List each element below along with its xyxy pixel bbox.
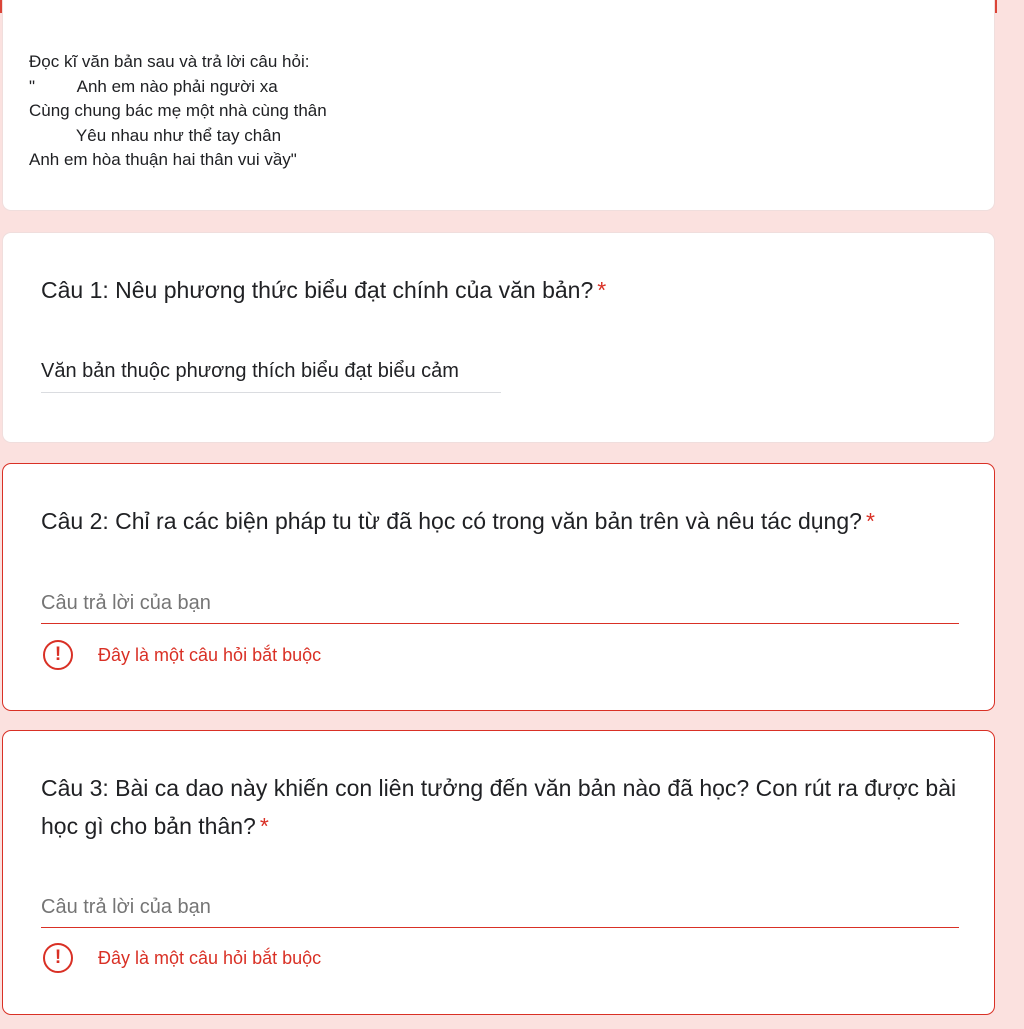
question-card-3 (2, 730, 995, 1015)
question-title-text: Câu 3: Bài ca dao này khiến con liên tưởng đến văn bản nào đã học? Con rút ra được bài học gì cho bản thân? (41, 775, 957, 839)
question-title (41, 502, 971, 540)
form-description: Đọc kĩ văn bản sau và trả lời câu hỏi: " Anh em nào phải người xa Cùng chung bác mẹ một nhà cùng thân Yêu nhau như thể tay chân Anh em hòa thuận hai thân vui vầy" (29, 52, 327, 170)
form-description-card (2, 0, 995, 211)
error-message (43, 941, 321, 975)
required-asterisk: * (597, 277, 607, 303)
required-asterisk: * (259, 813, 269, 839)
question-title (41, 271, 971, 309)
required-asterisk: * (865, 508, 875, 534)
question-card-1 (2, 232, 995, 443)
answer-underline (41, 392, 501, 393)
question-card-2 (2, 463, 995, 711)
answer-field[interactable]: Văn bản thuộc phương thích biểu đạt biểu cảm (41, 360, 459, 382)
answer-input[interactable] (41, 893, 959, 928)
question-title (41, 769, 971, 845)
answer-input[interactable] (41, 589, 959, 624)
error-text: Đây là một câu hỏi bắt buộc (98, 644, 322, 665)
question-title-text: Câu 1: Nêu phương thức biểu đạt chính của văn bản? (41, 277, 594, 303)
error-text: Đây là một câu hỏi bắt buộc (98, 947, 322, 968)
question-title-text: Câu 2: Chỉ ra các biện pháp tu từ đã học có trong văn bản trên và nêu tác dụng? (41, 508, 862, 534)
error-icon: ! (43, 640, 73, 670)
error-message (43, 638, 321, 672)
error-icon: ! (43, 943, 73, 973)
